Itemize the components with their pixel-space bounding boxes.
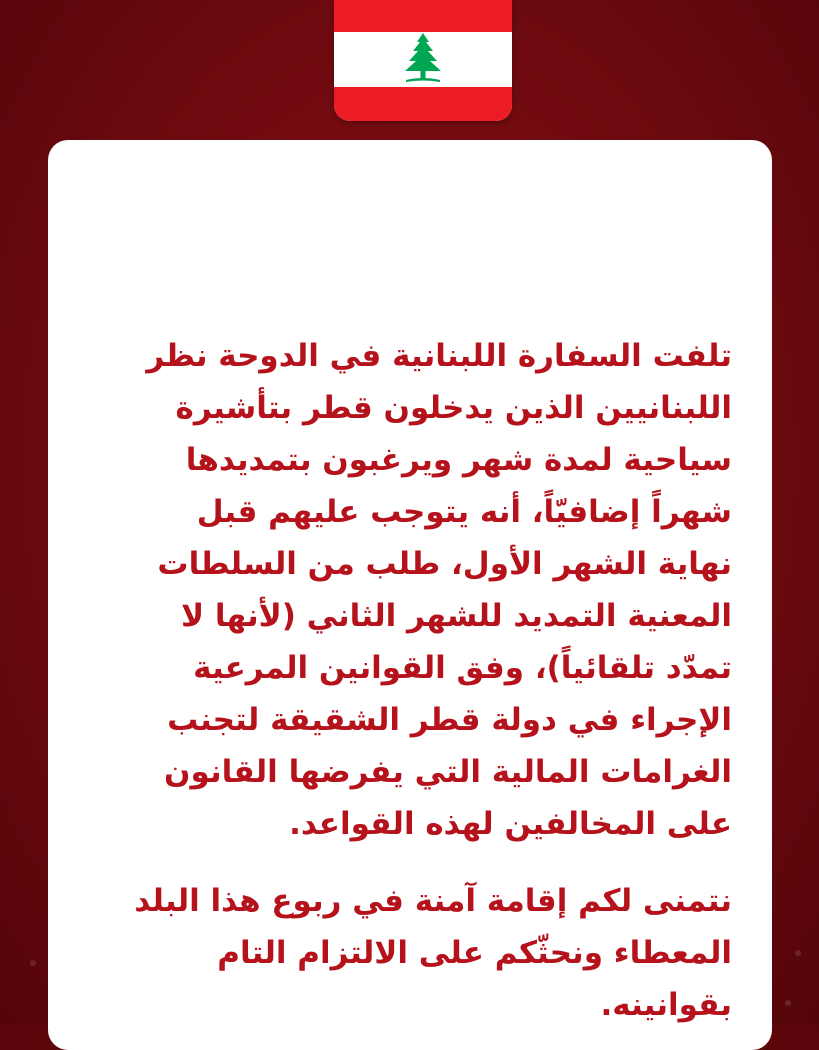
background-dot — [785, 1000, 791, 1006]
message-card — [48, 140, 772, 1050]
background-dot — [795, 950, 801, 956]
message-line: المعطاء ونحثّكم على الالتزام التام — [217, 935, 732, 971]
background-dot — [30, 960, 36, 966]
message-line: اللبنانيين الذين يدخلون قطر بتأشيرة — [175, 390, 732, 426]
message-line: تلفت السفارة اللبنانية في الدوحة نظر — [146, 338, 732, 374]
message-line: المعنية التمديد للشهر الثاني (لأنها لا — [180, 598, 732, 634]
message-line: نتمنى لكم إقامة آمنة في ربوع هذا البلد — [134, 883, 732, 919]
message-line: سياحية لمدة شهر ويرغبون بتمديدها — [185, 442, 732, 478]
message-line: الإجراء في دولة قطر الشقيقة لتجنب — [167, 702, 732, 738]
message-line: شهراً إضافيّاً، أنه يتوجب عليهم قبل — [196, 494, 732, 530]
message-line: بقوانينه. — [600, 987, 732, 1023]
message-line: تمدّد تلقائياً)، وفق القوانين المرعية — [193, 650, 732, 686]
message-line: على المخالفين لهذه القواعد. — [289, 806, 732, 842]
message-paragraph-1 — [88, 330, 732, 850]
message-line: نهاية الشهر الأول، طلب من السلطات — [157, 546, 732, 582]
message-line: الغرامات المالية التي يفرضها القانون — [164, 754, 732, 790]
lebanon-flag-icon — [334, 0, 512, 121]
message-paragraph-2 — [88, 875, 732, 1031]
